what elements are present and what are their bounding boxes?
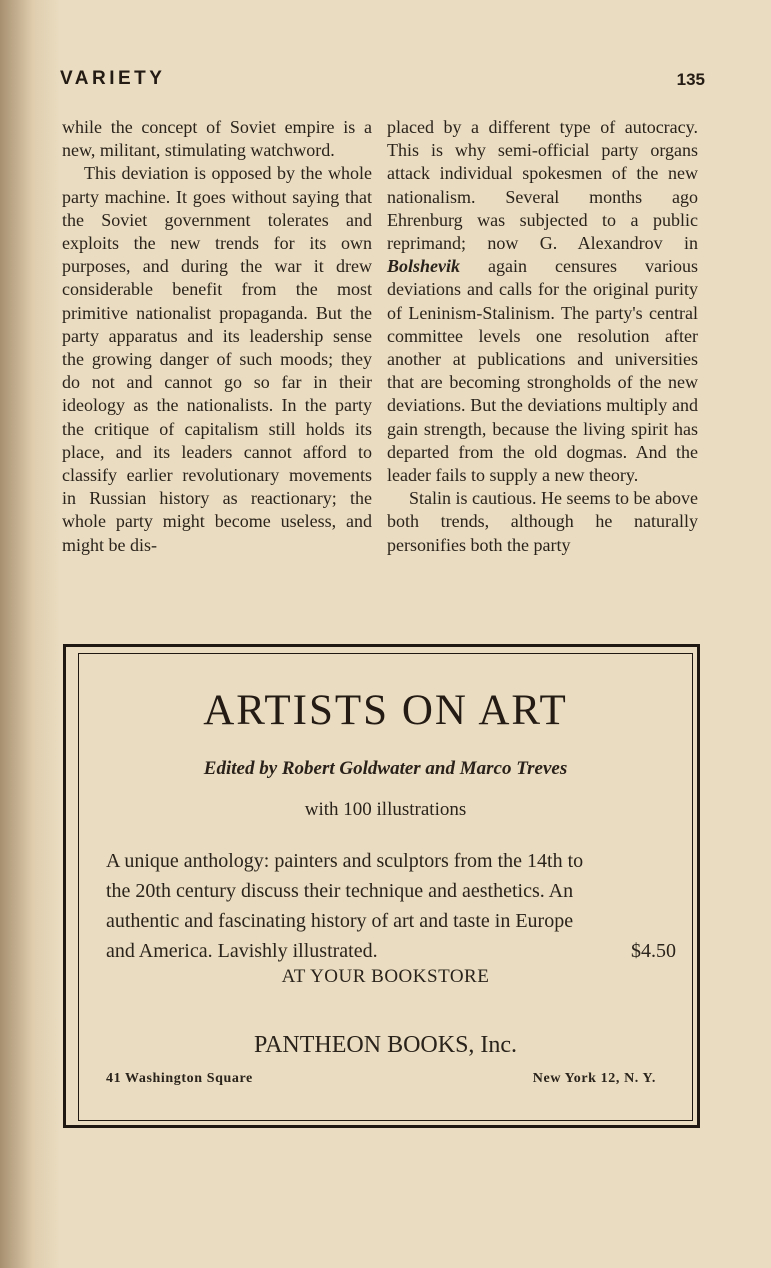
running-head: VARIETY <box>60 68 166 89</box>
ad-bookstore: AT YOUR BOOKSTORE <box>281 966 490 987</box>
left-column <box>62 116 372 557</box>
ad-address-street: 41 Washington Square <box>106 1071 253 1086</box>
ad-illustrations: with 100 illustrations <box>304 799 467 820</box>
right-paragraph-1 <box>387 116 698 487</box>
journal-title: Bolshevik <box>387 256 461 277</box>
ad-description-line: A unique anthology: painters and sculptors from the 14th to <box>106 850 584 872</box>
ad-description-line: the 20th century discuss their technique and aesthetics. An <box>106 880 574 902</box>
ad-address-city: New York 12, N. Y. <box>532 1071 656 1086</box>
page-gutter-shadow <box>0 0 60 1268</box>
right-paragraph-1-end: again censures various deviations and calls for the original purity of Leninism-Stalinism. The party's central committee levels one resolution after another at publications and universities that are becoming strongholds of the new deviations. But the deviations multiply and gain strength, because the living spirit has departed from the old dogmas. And the leader fails to supply a new theory. <box>387 256 698 486</box>
left-paragraph-1: while the concept of Soviet empire is a new, militant, stimulating watchword. <box>62 117 372 161</box>
ad-description-last-line <box>106 936 676 966</box>
left-paragraph-2: This deviation is opposed by the whole party machine. It goes without saying that the Soviet government tolerates and exploits the new trends for its own purposes, and during the war it drew considerable benefit from the most primitive nationalist propaganda. But the party apparatus and its leadership sense the growing danger of such moods; they do not and cannot go so far in their ideology as the nationalists. In the party the critique of capitalism still holds its place, and its leaders cannot afford to classify earlier revolutionary movements in Russian history as reactionary; the whole party might become useless, and might be dis- <box>62 163 372 555</box>
ad-price: $4.50 <box>631 940 676 962</box>
book-advertisement <box>63 644 700 1128</box>
ad-publisher: PANTHEON BOOKS, Inc. <box>253 1032 518 1058</box>
right-paragraph-2: Stalin is cautious. He seems to be above both trends, although he naturally personifies both the party <box>387 488 698 555</box>
ad-description-line: authentic and fascinating history of art and taste in Europe <box>106 910 574 932</box>
page-number: 135 <box>676 70 705 89</box>
right-paragraph-1-start: placed by a different type of autocracy. This is why semi-official party organs attack individual spokesmen of the new nationalism. Several months ago Ehrenburg was subjected to a public reprimand; now G. Alexandrov in <box>387 117 698 254</box>
ad-description-line: and America. Lavishly illustrated. <box>106 940 378 962</box>
advertisement-inner-frame <box>78 653 693 1121</box>
ad-description <box>106 846 676 966</box>
right-column <box>387 116 698 557</box>
ad-book-title: ARTISTS ON ART <box>203 687 568 734</box>
ad-editors: Edited by Robert Goldwater and Marco Treves <box>203 758 568 779</box>
